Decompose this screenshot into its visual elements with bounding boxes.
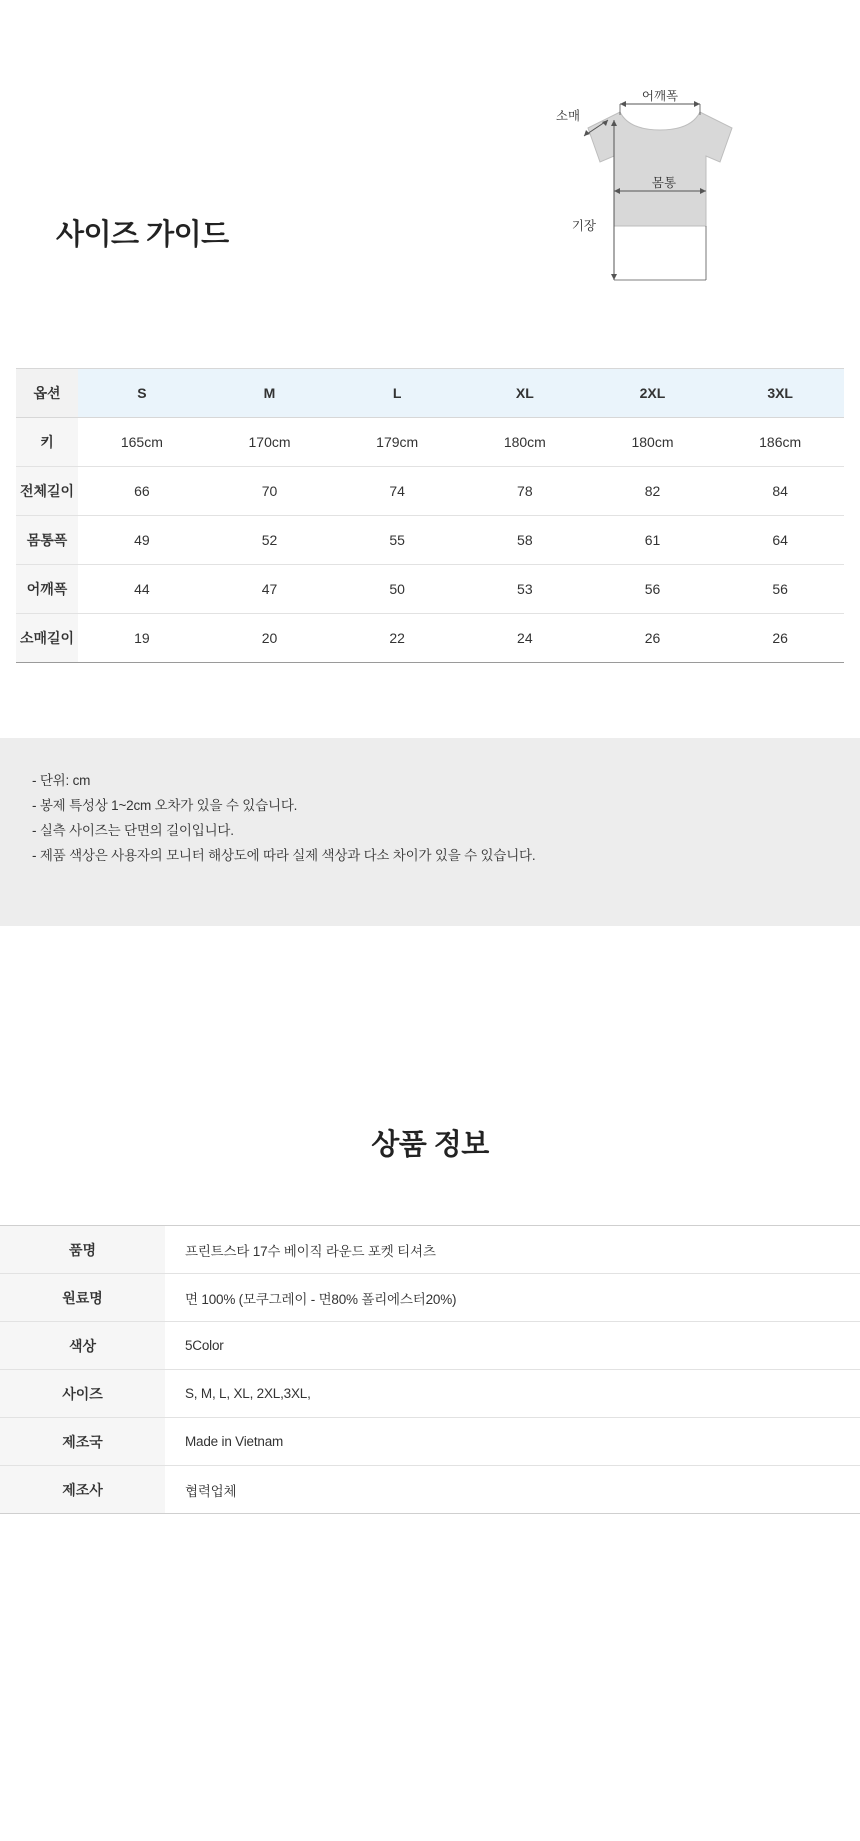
diagram-label-length: 기장 (571, 219, 596, 233)
info-label-manufacturer: 제조사 (0, 1466, 165, 1514)
size-guide-section (0, 0, 860, 360)
note-item: - 실측 사이즈는 단면의 길이입니다. (32, 823, 234, 838)
table-row (0, 1466, 860, 1514)
size-cell: 24 (461, 614, 589, 663)
size-table-header-row (16, 369, 844, 418)
size-cell: 53 (461, 565, 589, 614)
info-value-manufacturer: 협력업체 (165, 1466, 860, 1514)
size-cell: 55 (333, 516, 461, 565)
table-row (16, 516, 844, 565)
info-label-product-name: 품명 (0, 1226, 165, 1274)
size-cell: 84 (716, 467, 844, 516)
size-table-corner-header: 옵션 (16, 369, 78, 418)
size-row-label-sleeve-length: 소매길이 (16, 614, 78, 663)
info-value-country: Made in Vietnam (165, 1418, 860, 1466)
size-cell: 170cm (206, 418, 334, 467)
size-cell: 56 (716, 565, 844, 614)
tshirt-measurement-diagram (530, 90, 790, 310)
size-cell: 179cm (333, 418, 461, 467)
size-cell: 22 (333, 614, 461, 663)
info-label-color: 색상 (0, 1322, 165, 1370)
diagram-label-shoulder: 어깨폭 (641, 90, 679, 103)
table-row (0, 1370, 860, 1418)
product-info-table-wrapper (0, 1225, 860, 1514)
table-row (0, 1274, 860, 1322)
size-header-m: M (206, 369, 334, 418)
size-row-label-total-length: 전체길이 (16, 467, 78, 516)
size-cell: 47 (206, 565, 334, 614)
size-cell: 180cm (589, 418, 717, 467)
tshirt-shape (588, 112, 732, 226)
size-table (16, 368, 844, 663)
size-guide-notes-list (32, 768, 535, 868)
size-cell: 82 (589, 467, 717, 516)
table-row (16, 565, 844, 614)
info-value-color: 5Color (165, 1322, 860, 1370)
size-cell: 20 (206, 614, 334, 663)
size-cell: 26 (716, 614, 844, 663)
size-cell: 19 (78, 614, 206, 663)
note-item: - 봉제 특성상 1~2cm 오차가 있을 수 있습니다. (32, 798, 298, 813)
info-value-size: S, M, L, XL, 2XL,3XL, (165, 1370, 860, 1418)
table-row (0, 1322, 860, 1370)
size-row-label-height: 키 (16, 418, 78, 467)
diagram-label-chest: 몸통 (651, 176, 677, 190)
size-cell: 58 (461, 516, 589, 565)
size-table-head (16, 369, 844, 418)
size-header-2xl: 2XL (589, 369, 717, 418)
size-cell: 50 (333, 565, 461, 614)
size-cell: 44 (78, 565, 206, 614)
table-row (16, 467, 844, 516)
size-table-body (16, 418, 844, 663)
size-cell: 61 (589, 516, 717, 565)
info-value-product-name: 프린트스타 17수 베이직 라운드 포켓 티셔츠 (165, 1226, 860, 1274)
tshirt-collar (638, 116, 682, 125)
size-cell: 165cm (78, 418, 206, 467)
size-cell: 78 (461, 467, 589, 516)
size-cell: 180cm (461, 418, 589, 467)
note-item: - 제품 색상은 사용자의 모니터 해상도에 따라 실제 색상과 다소 차이가 있을 수 있습니다. (32, 848, 536, 863)
diagram-label-sleeve: 소매 (555, 109, 581, 123)
size-cell: 56 (589, 565, 717, 614)
size-cell: 26 (589, 614, 717, 663)
size-header-xl: XL (461, 369, 589, 418)
size-header-s: S (78, 369, 206, 418)
size-cell: 186cm (716, 418, 844, 467)
size-cell: 52 (206, 516, 334, 565)
info-label-country: 제조국 (0, 1418, 165, 1466)
size-cell: 74 (333, 467, 461, 516)
note-item: - 단위: cm (32, 773, 91, 788)
table-row (0, 1226, 860, 1274)
table-row (0, 1418, 860, 1466)
size-header-l: L (333, 369, 461, 418)
table-row (16, 418, 844, 467)
info-value-material: 면 100% (모쿠그레이 - 면80% 폴리에스터20%) (165, 1274, 860, 1322)
product-info-title: 상품 정보 (371, 1129, 489, 1161)
size-cell: 70 (206, 467, 334, 516)
size-header-3xl: 3XL (716, 369, 844, 418)
size-guide-title: 사이즈 가이드 (56, 219, 229, 251)
size-cell: 49 (78, 516, 206, 565)
size-cell: 66 (78, 467, 206, 516)
table-row (16, 614, 844, 663)
size-table-wrapper (16, 368, 844, 663)
size-cell: 64 (716, 516, 844, 565)
info-label-size: 사이즈 (0, 1370, 165, 1418)
size-guide-notes-box (0, 738, 860, 926)
size-row-label-chest-width: 몸통폭 (16, 516, 78, 565)
product-info-table (0, 1225, 860, 1514)
info-label-material: 원료명 (0, 1274, 165, 1322)
size-row-label-shoulder-width: 어깨폭 (16, 565, 78, 614)
